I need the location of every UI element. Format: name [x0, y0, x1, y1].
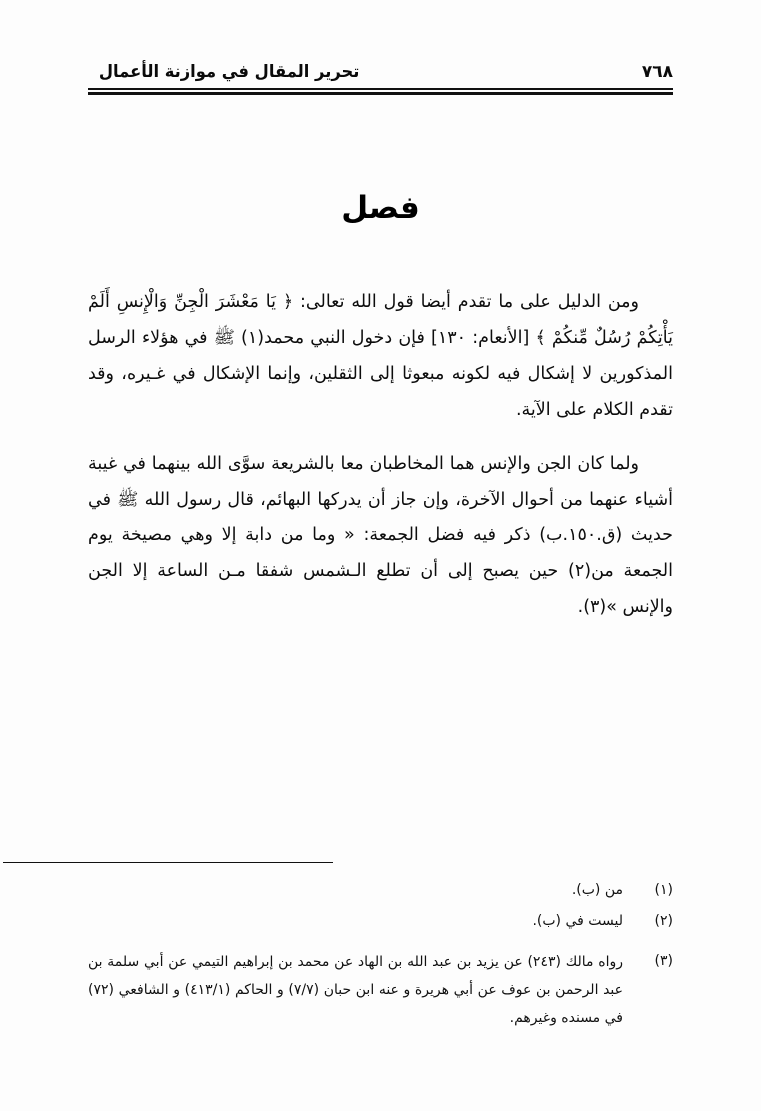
page-body: [88, 190, 673, 644]
footnotes-section: [88, 862, 673, 1036]
footnote-text: من (ب).: [571, 882, 623, 898]
footnote-marker: (٣): [654, 952, 673, 969]
header-divider: [88, 88, 673, 95]
footnote-item: [88, 948, 673, 1032]
footnote-text: ليست في (ب).: [532, 913, 623, 930]
book-title: تحرير المقال في موازنة الأعمال: [98, 62, 360, 82]
footnote-text: رواه مالك (٢٤٣) عن يزيد بن عبد الله بن الهاد عن محمد بن إبراهيم التيمي عن أبي سلمة بن عبد الرحمن بن عوف عن أبي هريرة و عنه ابن حبان (٧/٧) و الحاكم (٤١٣/١) و الشافعي (٧٢) في مسنده وغيرهم.: [88, 953, 624, 1026]
page-header: [88, 52, 673, 92]
footnote-divider: [3, 862, 333, 863]
body-paragraph-1: ومن الدليل على ما تقدم أيضا قول الله تعالى: ﴿ يَا مَعْشَرَ الْجِنِّ وَالْإِنسِ أَلَمْ يَأْتِكُمْ رُسُلٌ مِّنكُمْ ﴾ [الأنعام: ١٣٠] فإن دخول النبي محمد(١) ﷺ في هؤلاء الرسل المذكورين لا إشكال فيه لكونه مبعوثا إلى الثقلين، وإنما الإشكال في غـيره، وقد تقدم الكلام على الآية.: [88, 292, 673, 420]
footnote-item: [88, 908, 673, 935]
body-paragraph-2: ولما كان الجن والإنس هما المخاطبان معا بالشريعة سوَّى الله بينهما في غيبة أشياء عنهما من أحوال الآخرة، وإن جاز أن يدركها البهائم، قال رسول الله ﷺ في حديث (ق.١٥٠.ب) ذكر فيه فضل الجمعة: « وما من دابة إلا وهي مصيخة يوم الجمعة من(٢) حين يصبح إلى أن تطلع الـشمس شفقا مـن الساعة إلا الجن والإنس »(٣).: [88, 453, 673, 618]
footnote-item: [88, 877, 673, 904]
page-number: ٧٦٨: [641, 62, 673, 82]
footnote-marker: (١): [654, 882, 673, 898]
footnote-marker: (٢): [654, 913, 673, 930]
section-heading: فصل: [341, 190, 420, 226]
